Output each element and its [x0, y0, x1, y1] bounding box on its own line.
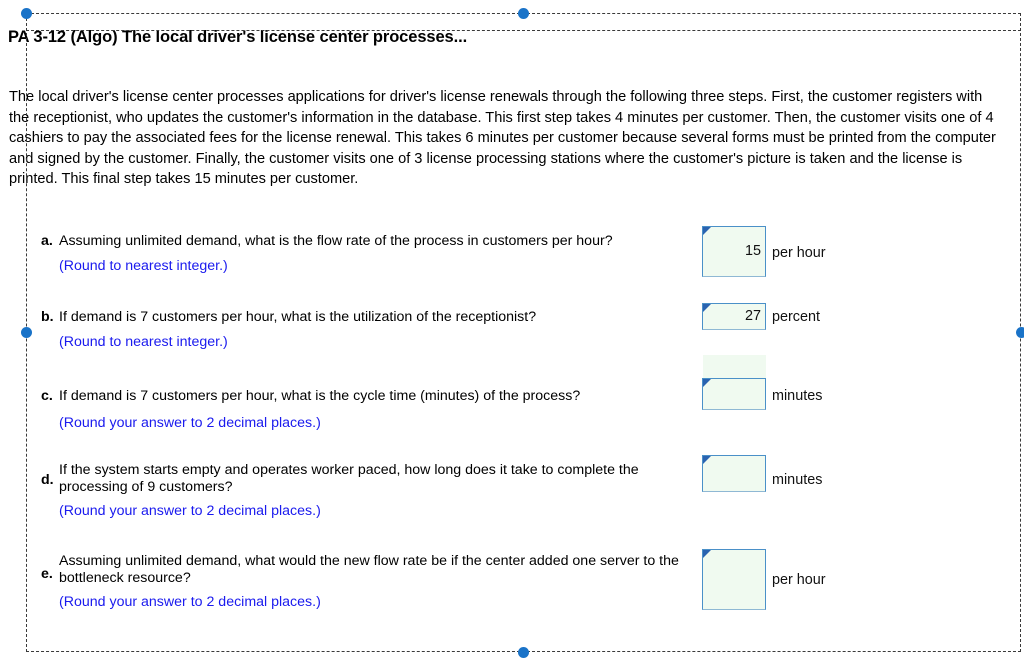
rounding-note-e: (Round your answer to 2 decimal places.): [59, 594, 321, 610]
selection-handle-bottom-middle[interactable]: [518, 647, 529, 658]
answer-input-b[interactable]: [702, 303, 766, 330]
question-text-c: If demand is 7 customers per hour, what is the cycle time (minutes) of the process?: [59, 388, 581, 404]
unit-label-d: minutes: [772, 472, 823, 488]
unit-label-c: minutes: [772, 388, 823, 404]
answer-value-b: 27: [744, 307, 761, 324]
question-text-a: Assuming unlimited demand, what is the flow rate of the process in customers per hour?: [59, 233, 613, 249]
unit-label-b: percent: [772, 309, 820, 325]
question-letter-b: b.: [41, 309, 54, 325]
question-text-d: If the system starts empty and operates worker paced, how long does it take to complete the processing of 9 customers?: [59, 462, 639, 495]
selection-handle-top-left[interactable]: [21, 8, 32, 19]
answer-dropdown-backdrop-c: [703, 355, 766, 378]
unit-label-a: per hour: [772, 245, 826, 261]
selection-handle-right-middle[interactable]: [1016, 327, 1024, 338]
answer-value-a: 15: [744, 242, 761, 259]
answer-input-c[interactable]: [702, 378, 766, 410]
answer-input-e[interactable]: [702, 549, 766, 610]
question-letter-a: a.: [41, 233, 53, 249]
question-letter-c: c.: [41, 388, 53, 404]
answer-input-a[interactable]: [702, 226, 766, 277]
rounding-note-c: (Round your answer to 2 decimal places.): [59, 415, 321, 431]
selection-handle-left-middle[interactable]: [21, 327, 32, 338]
problem-statement: The local driver's license center processes applications for driver's license renewals through the following three steps. First, the customer registers with the receptionist, who updates the customer's information in the database. This first step takes 4 minutes per customer. Then, the customer visits one of 4 cashiers to pay the associated fees for the license renewal. This takes 6 minutes per customer because several forms must be printed from the computer and signed by the customer. Finally, the customer visits one of 3 license processing stations where the customer's picture is taken and the license is printed. This final step takes 15 minutes per customer.: [9, 89, 996, 188]
rounding-note-d: (Round your answer to 2 decimal places.): [59, 503, 321, 519]
question-letter-d: d.: [41, 472, 54, 488]
page-title: PA 3-12 (Algo) The local driver's license center processes...: [8, 28, 468, 46]
question-letter-e: e.: [41, 566, 53, 582]
unit-label-e: per hour: [772, 572, 826, 588]
rounding-note-a: (Round to nearest integer.): [59, 258, 228, 274]
selection-handle-top-middle[interactable]: [518, 8, 529, 19]
question-text-b: If demand is 7 customers per hour, what is the utilization of the receptionist?: [59, 309, 537, 325]
rounding-note-b: (Round to nearest integer.): [59, 334, 228, 350]
answer-input-d[interactable]: [702, 455, 766, 492]
question-text-e: Assuming unlimited demand, what would the new flow rate be if the center added one server to the bottleneck resource?: [59, 553, 679, 586]
